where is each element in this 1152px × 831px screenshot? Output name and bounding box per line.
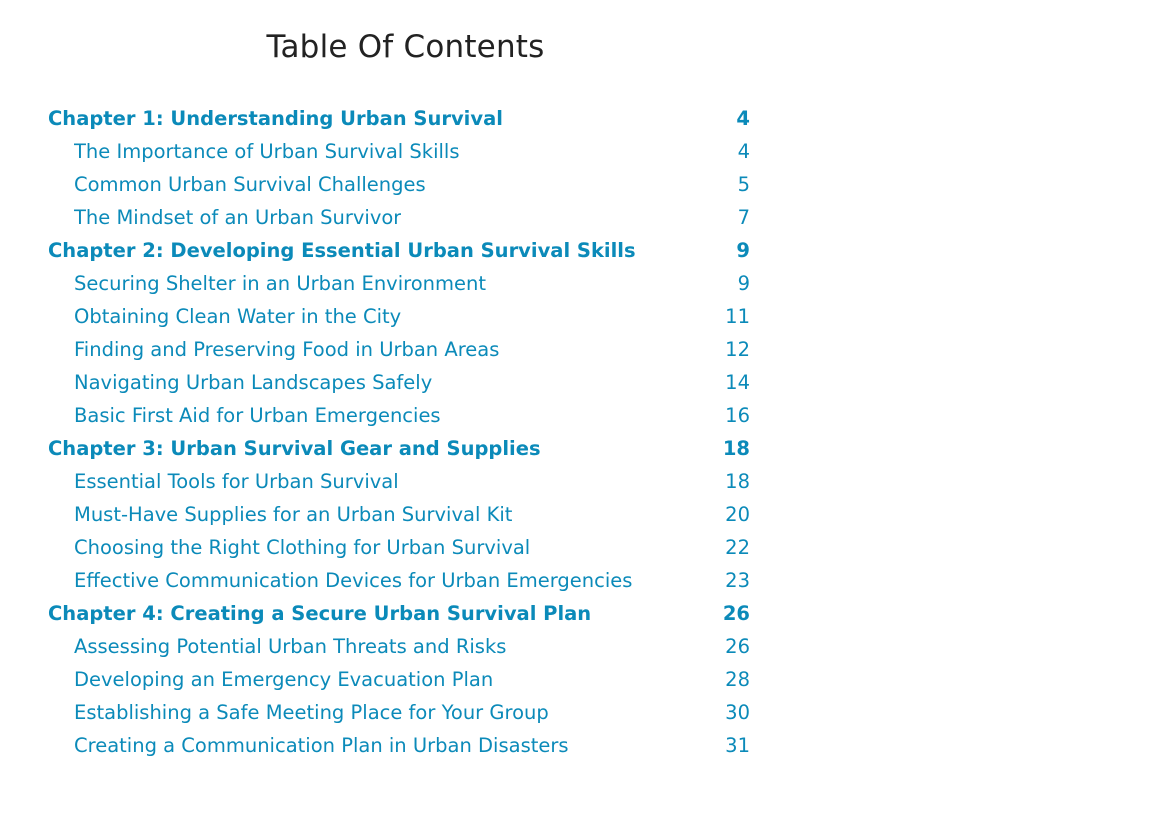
toc-chapter-link[interactable] bbox=[48, 234, 750, 267]
toc-section-link[interactable] bbox=[48, 531, 750, 564]
toc-page-number: 30 bbox=[725, 701, 750, 724]
toc-chapter-link[interactable] bbox=[48, 597, 750, 630]
toc-entry-label: The Importance of Urban Survival Skills bbox=[74, 140, 460, 163]
toc-entry-label: Securing Shelter in an Urban Environment bbox=[74, 272, 487, 295]
toc-page-number: 4 bbox=[737, 140, 750, 163]
toc-list bbox=[48, 102, 750, 762]
toc-section-link[interactable] bbox=[48, 201, 750, 234]
toc-entry-label: Chapter 4: Creating a Secure Urban Survival Plan bbox=[48, 602, 592, 625]
toc-chapter-link[interactable] bbox=[48, 102, 750, 135]
toc-entry-label: Common Urban Survival Challenges bbox=[74, 173, 426, 196]
toc-page-number: 26 bbox=[725, 635, 750, 658]
toc-entry-label: Must-Have Supplies for an Urban Survival Kit bbox=[74, 503, 513, 526]
toc-page-number: 7 bbox=[737, 206, 750, 229]
toc-page-number: 18 bbox=[725, 470, 750, 493]
toc-page-number: 16 bbox=[725, 404, 750, 427]
toc-page-number: 9 bbox=[736, 239, 750, 262]
toc-section-link[interactable] bbox=[48, 267, 750, 300]
toc-entry-label: Chapter 2: Developing Essential Urban Survival Skills bbox=[48, 239, 636, 262]
toc-section-link[interactable] bbox=[48, 300, 750, 333]
toc-entry-label: Chapter 3: Urban Survival Gear and Supplies bbox=[48, 437, 541, 460]
toc-page-number: 12 bbox=[725, 338, 750, 361]
toc-section-link[interactable] bbox=[48, 168, 750, 201]
toc-entry-label: Creating a Communication Plan in Urban Disasters bbox=[74, 734, 569, 757]
toc-entry-label: Chapter 1: Understanding Urban Survival bbox=[48, 107, 503, 130]
toc-entry-label: Assessing Potential Urban Threats and Risks bbox=[74, 635, 507, 658]
toc-page-number: 20 bbox=[725, 503, 750, 526]
toc-entry-label: Basic First Aid for Urban Emergencies bbox=[74, 404, 441, 427]
toc-section-link[interactable] bbox=[48, 630, 750, 663]
toc-entry-label: Navigating Urban Landscapes Safely bbox=[74, 371, 433, 394]
toc-section-link[interactable] bbox=[48, 696, 750, 729]
toc-chapter-link[interactable] bbox=[48, 432, 750, 465]
toc-page-number: 14 bbox=[725, 371, 750, 394]
toc-page-number: 26 bbox=[722, 602, 750, 625]
toc-page-number: 4 bbox=[736, 107, 750, 130]
toc-page-number: 9 bbox=[737, 272, 750, 295]
toc-page-number: 22 bbox=[725, 536, 750, 559]
toc-entry-label: Choosing the Right Clothing for Urban Survival bbox=[74, 536, 531, 559]
toc-entry-label: Essential Tools for Urban Survival bbox=[74, 470, 399, 493]
toc-page-number: 28 bbox=[725, 668, 750, 691]
toc-section-link[interactable] bbox=[48, 399, 750, 432]
toc-page-number: 11 bbox=[725, 305, 750, 328]
toc-section-link[interactable] bbox=[48, 135, 750, 168]
toc-section-link[interactable] bbox=[48, 333, 750, 366]
toc-page-number: 23 bbox=[725, 569, 750, 592]
toc-section-link[interactable] bbox=[48, 729, 750, 762]
toc-entry-label: Finding and Preserving Food in Urban Areas bbox=[74, 338, 500, 361]
toc-entry-label: Obtaining Clean Water in the City bbox=[74, 305, 402, 328]
toc-entry-label: Developing an Emergency Evacuation Plan bbox=[74, 668, 494, 691]
toc-section-link[interactable] bbox=[48, 564, 750, 597]
toc-entry-label: Effective Communication Devices for Urban Emergencies bbox=[74, 569, 633, 592]
toc-page-number: 31 bbox=[725, 734, 750, 757]
toc-section-link[interactable] bbox=[48, 663, 750, 696]
toc-page-number: 18 bbox=[722, 437, 750, 460]
toc-entry-label: The Mindset of an Urban Survivor bbox=[74, 206, 402, 229]
toc-section-link[interactable] bbox=[48, 366, 750, 399]
toc-entry-label: Establishing a Safe Meeting Place for Your Group bbox=[74, 701, 549, 724]
toc-section-link[interactable] bbox=[48, 465, 750, 498]
toc-page-number: 5 bbox=[737, 173, 750, 196]
toc-section-link[interactable] bbox=[48, 498, 750, 531]
page-title: Table Of Contents bbox=[266, 29, 545, 65]
